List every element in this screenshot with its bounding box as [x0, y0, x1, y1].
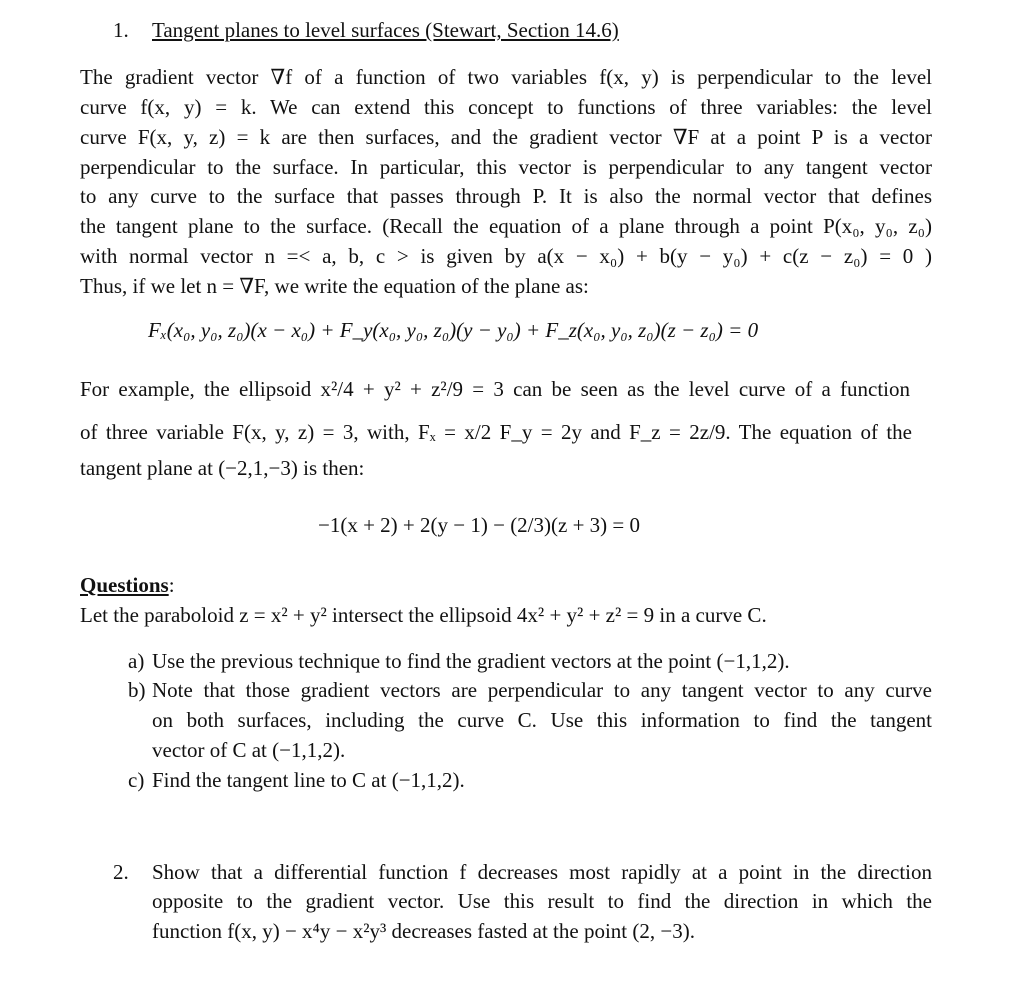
question-line: Use the previous technique to find the gradient vectors at the point (−1,1,2). — [152, 649, 790, 673]
paragraph-line: perpendicular to the surface. In particular, this vector is perpendicular to any tangent vector — [80, 155, 932, 179]
question-line: on both surfaces, including the curve C. Use this information to find the tangent — [152, 708, 932, 732]
problem-title: Tangent planes to level surfaces (Stewart, Section 14.6) — [152, 18, 619, 42]
questions-intro: Let the paraboloid z = x² + y² intersect the ellipsoid 4x² + y² + z² = 9 in a curve C. — [80, 603, 767, 627]
plane-equation: Fₓ(x₀, y₀, z₀)(x − x₀) + F_y(x₀, y₀, z₀)(y − y₀) + F_z(x₀, y₀, z₀)(z − z₀) = 0 — [148, 318, 759, 342]
paragraph-line: The gradient vector ∇f of a function of two variables f(x, y) is perpendicular to the level — [80, 65, 932, 89]
paragraph-line: to any curve to the surface that passes through P. It is also the normal vector that defines — [80, 184, 932, 208]
paragraph-line: curve f(x, y) = k. We can extend this concept to functions of three variables: the level — [80, 95, 932, 119]
problem-line: Show that a differential function f decreases most rapidly at a point in the direction — [152, 860, 932, 884]
question-line: Find the tangent line to C at (−1,1,2). — [152, 768, 465, 792]
paragraph-line: with normal vector n =< a, b, c > is given by a(x − x₀) + b(y − y₀) + c(z − z₀) = 0 ) — [80, 244, 932, 268]
question-line: vector of C at (−1,1,2). — [152, 738, 346, 762]
paragraph-line: curve F(x, y, z) = k are then surfaces, and the gradient vector ∇F at a point P is a vector — [80, 125, 932, 149]
example-line: tangent plane at (−2,1,−3) is then: — [80, 456, 365, 480]
question-line: Note that those gradient vectors are perpendicular to any tangent vector to any curve — [152, 678, 932, 702]
question-label: c) — [128, 768, 145, 792]
questions-colon: : — [168, 573, 175, 597]
problem-line: opposite to the gradient vector. Use this result to find the direction in which the — [152, 889, 932, 913]
question-label: a) — [128, 649, 145, 673]
problem-line: function f(x, y) − x⁴y − x²y³ decreases fasted at the point (2, −3). — [152, 919, 695, 943]
problem-number: 1. — [113, 18, 129, 42]
questions-heading — [80, 572, 175, 598]
problem-number: 2. — [113, 860, 129, 884]
paragraph-line: the tangent plane to the surface. (Recall the equation of a plane through a point P(x₀, y₀, z₀) — [80, 214, 932, 238]
paragraph-line: Thus, if we let n = ∇F, we write the equation of the plane as: — [80, 274, 589, 298]
questions-heading-text: Questions — [80, 573, 169, 597]
example-equation: −1(x + 2) + 2(y − 1) − (2/3)(z + 3) = 0 — [318, 513, 641, 537]
example-line: For example, the ellipsoid x²/4 + y² + z²/9 = 3 can be seen as the level curve of a function — [80, 377, 910, 401]
question-label: b) — [128, 678, 146, 702]
example-line: of three variable F(x, y, z) = 3, with, Fₓ = x/2 F_y = 2y and F_z = 2z/9. The equation of the — [80, 420, 912, 444]
